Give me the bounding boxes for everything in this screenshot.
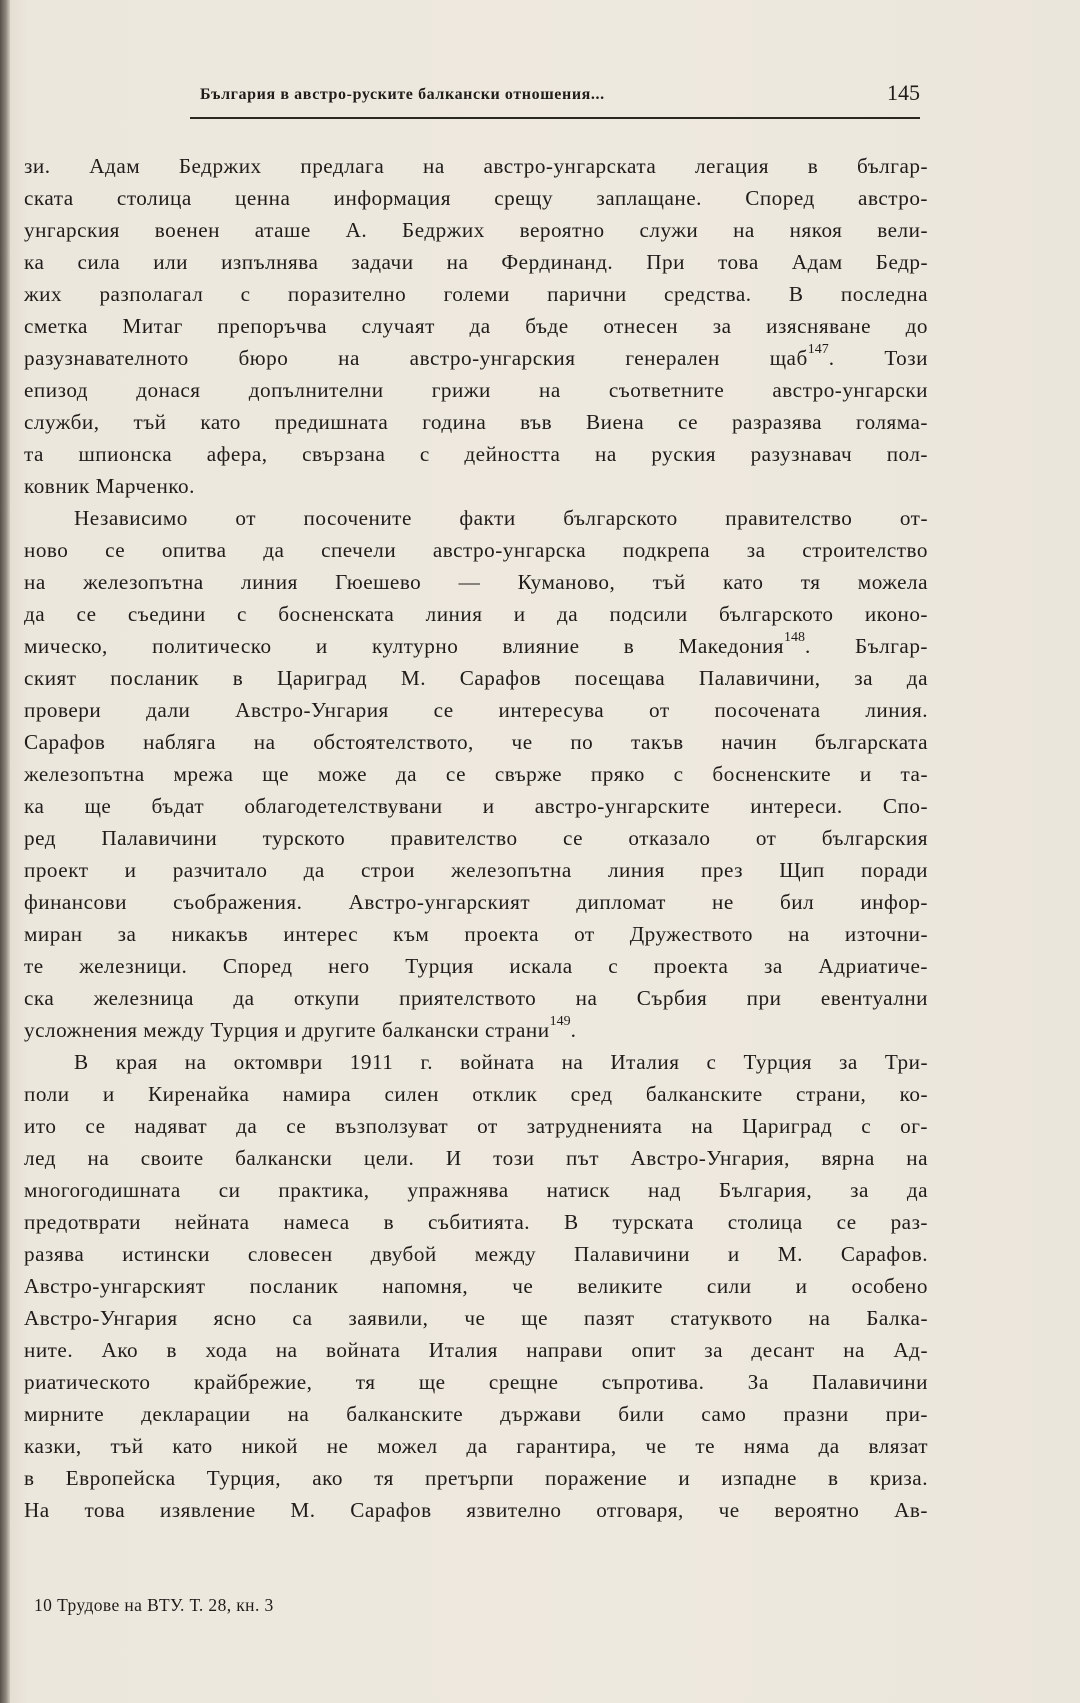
paragraph bbox=[24, 150, 928, 502]
footnote-marker: 148 bbox=[783, 630, 805, 645]
text-line: ните. Ако в хода на войната Италия направи опит за десант на Ад- bbox=[24, 1338, 928, 1362]
text-line: казки, тъй като никой не можел да гарантира, че те няма да влязат bbox=[24, 1434, 928, 1458]
text-line: ската столица ценна информация срещу заплащане. Според австро- bbox=[24, 186, 928, 210]
text-line: лед на своите балкански цели. И този път Австро-Унгария, вярна на bbox=[24, 1146, 928, 1170]
text-line: усложнения между Турция и другите балкански страни$^{149}$. bbox=[24, 1014, 577, 1042]
text-line: ново се опитва да спечели австро-унгарска подкрепа за строителство bbox=[24, 538, 928, 562]
text-line: на железопътна линия Гюешево — Куманово, тъй като тя можела bbox=[24, 570, 928, 594]
text-line: зи. Адам Бедржих предлага на австро-унгарската легация в българ- bbox=[24, 154, 928, 178]
body-text bbox=[24, 150, 928, 1526]
text-line: финансови съображения. Австро-унгарският дипломат не бил инфор- bbox=[24, 890, 928, 914]
paragraph bbox=[24, 1046, 928, 1526]
text-line: риатическото крайбрежие, тя ще срещне съпротива. За Палавичини bbox=[24, 1370, 928, 1394]
text-line: та шпионска афера, свързана с дейността на руския разузнавач пол- bbox=[24, 442, 928, 466]
footnote-marker: 149 bbox=[549, 1014, 571, 1029]
text-line: ред Палавичини турското правителство се отказало от българския bbox=[24, 826, 928, 850]
text-line: епизод донася допълнителни грижи на съответните австро-унгарски bbox=[24, 378, 928, 402]
text-line: В края на октомври 1911 г. войната на Италия с Турция за Три- bbox=[74, 1050, 928, 1074]
text-line: ка ще бъдат облагодетелствувани и австро-унгарските интереси. Спо- bbox=[24, 794, 928, 818]
text-line: Сарафов набляга на обстоятелството, че по такъв начин българската bbox=[24, 730, 928, 754]
book-spine-shadow bbox=[0, 0, 10, 1703]
text-line: Австро-Унгария ясно са заявили, че ще пазят статуквото на Балка- bbox=[24, 1306, 928, 1330]
text-line: ка сила или изпълнява задачи на Фердинанд. При това Адам Бедр- bbox=[24, 250, 928, 274]
text-line: ският посланик в Цариград М. Сарафов посещава Палавичини, за да bbox=[24, 666, 928, 690]
text-line: железопътна мрежа ще може да се свърже пряко с босненските и та- bbox=[24, 762, 928, 786]
text-line: ито се надяват да се възползуват от затрудненията на Цариград с ог- bbox=[24, 1114, 928, 1138]
header-rule bbox=[190, 117, 920, 119]
text-line: ковник Марченко. bbox=[24, 474, 195, 498]
text-line: мическо, политическо и културно влияние в Македония$^{148}$. Българ- bbox=[24, 630, 928, 658]
text-line: На това изявление М. Сарафов язвително отговаря, че вероятно Ав- bbox=[24, 1498, 928, 1522]
page-number: 145 bbox=[887, 80, 920, 105]
text-line: мирните декларации на балканските държави били само празни при- bbox=[24, 1402, 928, 1426]
text-line: поли и Киренайка намира силен отклик сред балканските страни, ко- bbox=[24, 1082, 928, 1106]
page-header bbox=[190, 80, 920, 116]
paragraph bbox=[24, 502, 928, 1046]
text-line: жих разполагал с поразително големи парични средства. В последна bbox=[24, 282, 928, 306]
running-title: България в австро-руските балкански отношения... bbox=[200, 86, 605, 103]
text-line: ска железница да откупи приятелството на Сърбия при евентуални bbox=[24, 986, 928, 1010]
footnote-marker: 147 bbox=[807, 342, 829, 357]
text-line: проект и разчитало да строи железопътна линия през Щип поради bbox=[24, 858, 928, 882]
text-line: многогодишната си практика, упражнява натиск над България, за да bbox=[24, 1178, 928, 1202]
text-line: унгарския военен аташе А. Бедржих вероятно служи на някоя вели- bbox=[24, 218, 928, 242]
text-line: да се съедини с босненската линия и да подсили българското иконо- bbox=[24, 602, 928, 626]
text-line: те железници. Според него Турция искала с проекта за Адриатиче- bbox=[24, 954, 928, 978]
text-line: разузнавателното бюро на австро-унгарския генерален щаб$^{147}$. Този bbox=[24, 342, 928, 370]
text-line: миран за никакъв интерес към проекта от Дружеството на източни- bbox=[24, 922, 928, 946]
text-line: разява истински словесен двубой между Палавичини и М. Сарафов. bbox=[24, 1242, 928, 1266]
text-line: провери дали Австро-Унгария се интересува от посочената линия. bbox=[24, 698, 928, 722]
text-line: служби, тъй като предишната година във Виена се разразява голяма- bbox=[24, 410, 928, 434]
text-line: сметка Митаг препоръчва случаят да бъде отнесен за изясняване до bbox=[24, 314, 928, 338]
text-line: Австро-унгарският посланик напомня, че великите сили и особено bbox=[24, 1274, 928, 1298]
text-line: в Европейска Турция, ако тя претърпи поражение и изпадне в криза. bbox=[24, 1466, 928, 1490]
text-line: предотврати нейната намеса в събитията. В турската столица се раз- bbox=[24, 1210, 928, 1234]
footer-signature: 10 Трудове на ВТУ. Т. 28, кн. 3 bbox=[34, 1595, 274, 1615]
text-line: Независимо от посочените факти българското правителство от- bbox=[74, 506, 928, 530]
